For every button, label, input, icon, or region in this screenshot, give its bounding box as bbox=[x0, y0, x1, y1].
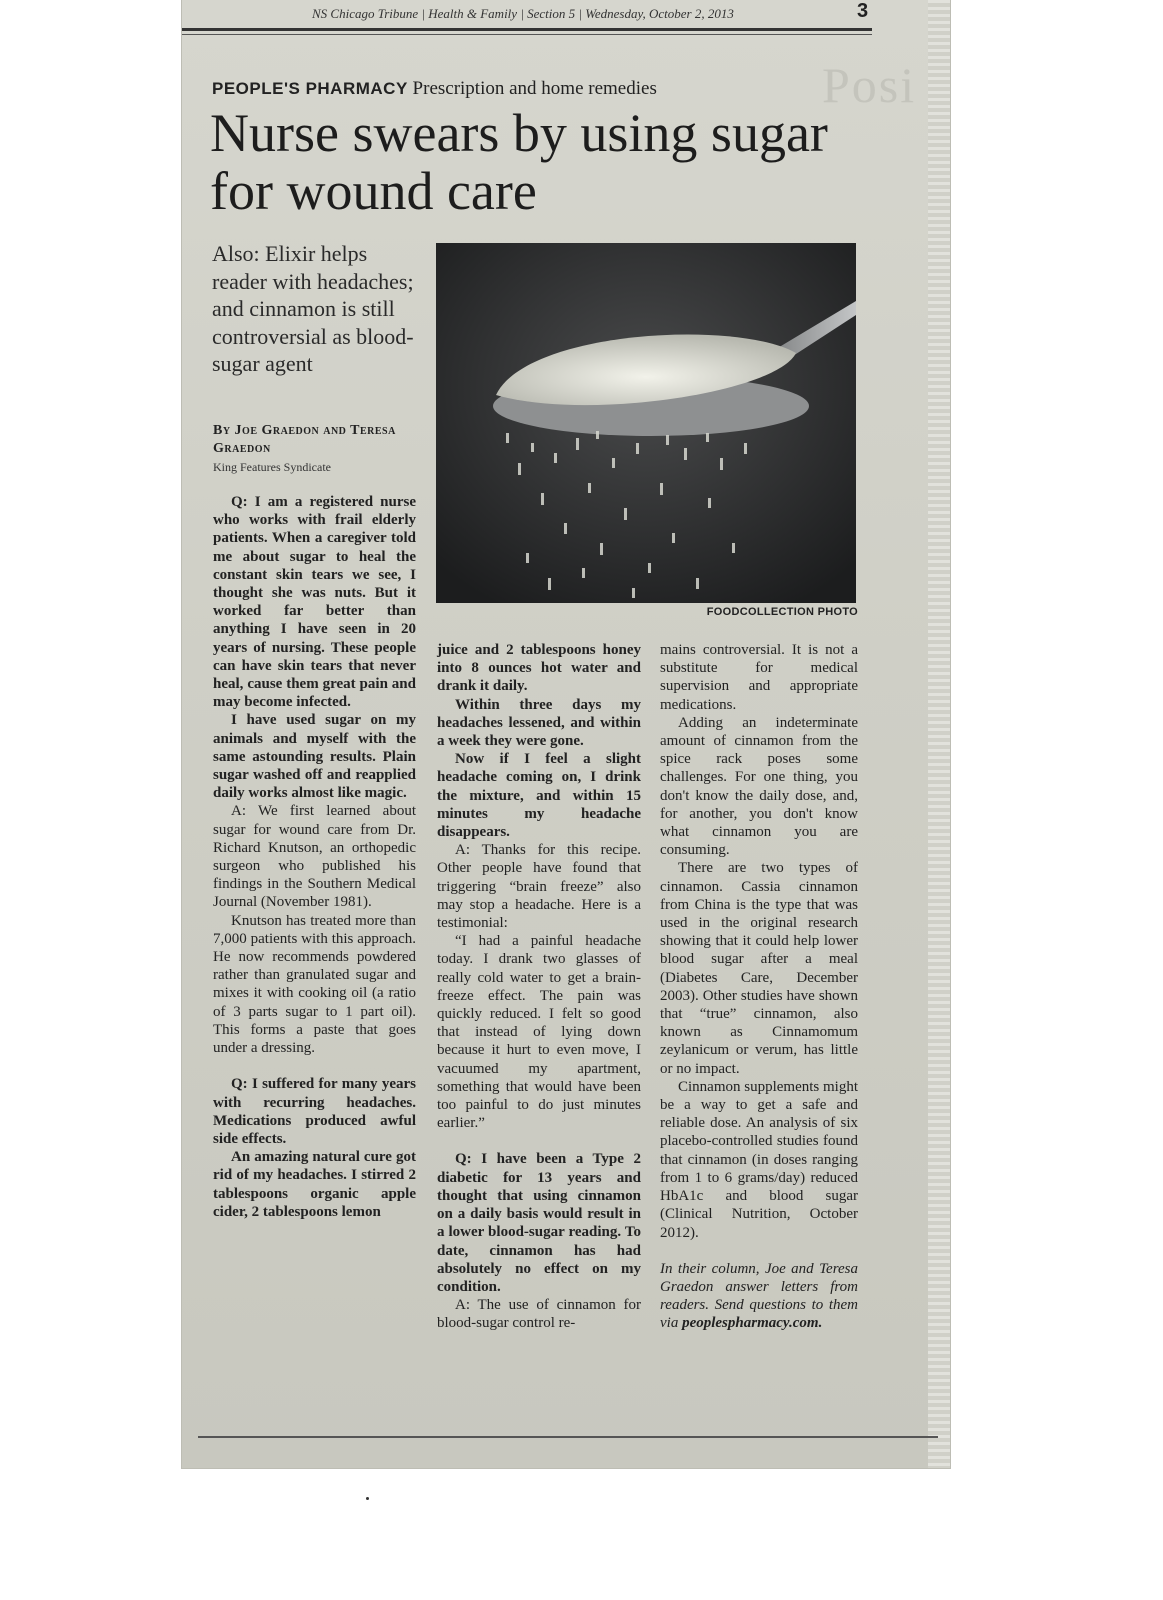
answer-3: A: The use of cinnamon for blood-sugar control re- bbox=[437, 1297, 641, 1332]
kicker-text: Prescription and home remedies bbox=[412, 78, 657, 99]
newspaper-clipping bbox=[182, 0, 950, 1468]
bottom-rule bbox=[198, 1436, 938, 1438]
answer-3-cont-4: Cinnamon supplements might be a way to get a safe and reliable dose. An analysis of six placebo-controlled studies found that cinnamon (in doses ranging from 1 to 6 grams/day) reduced HbA1c and blood sugar (Clinical Nutrition, October 2012). bbox=[660, 1078, 858, 1241]
tagline-text: In their column, Joe and Teresa Graedon answer letters from readers. Send questions to them via bbox=[660, 1260, 858, 1332]
kicker bbox=[212, 78, 852, 100]
folio-line: NS Chicago Tribune | Health & Family | Section 5 | Wednesday, October 2, 2013 bbox=[312, 6, 734, 21]
website-link[interactable]: peoplespharmacy.com. bbox=[682, 1315, 823, 1332]
page-number: 3 bbox=[857, 0, 869, 22]
answer-1: A: We first learned about sugar for wound care from Dr. Richard Knutson, an orthopedic surgeon who published his findings in the Southern Medical Journal (November 1981). bbox=[213, 803, 416, 911]
byline: By Joe Graedon and Teresa Graedon bbox=[213, 423, 396, 456]
answer-2-testimonial: “I had a painful headache today. I drank two glasses of really cold water to get a brain-freeze effect. The pain was quickly reduced. I felt so good that instead of lying down because it hurt to even move, I vacuumed my apartment, something that would have been too painful to do just minutes earlier.” bbox=[437, 933, 641, 1132]
tagline bbox=[660, 1260, 858, 1333]
answer-1-cont: Knutson has treated more than 7,000 patients with this approach. He now recommends powdered rather than granulated sugar and mixes it with cooking oil (a ratio of 3 parts sugar to 1 part oil). This forms a paste that goes under a dressing. bbox=[213, 912, 416, 1057]
question-2: Q: I suffered for many years with recurring headaches. Medications produced awful side effects. bbox=[213, 1076, 416, 1147]
question-2-cont-4: Now if I feel a slight headache coming on, I drink the mixture, and within 15 minutes my headache disappears. bbox=[437, 751, 641, 841]
question-1-cont: I have used sugar on my animals and myself with the same astounding results. Plain sugar washed off and reapplied daily works almost like magic. bbox=[213, 712, 416, 802]
headline: Nurse swears by using sugar for wound care bbox=[210, 103, 828, 221]
sugar-spoon-photo bbox=[436, 243, 856, 603]
syndicate: King Features Syndicate bbox=[213, 460, 331, 474]
answer-3-cont-3: There are two types of cinnamon. Cassia cinnamon from China is the type that was used in the original research showing that it could help lower blood sugar after a meal (Diabetes Care, December 2003). Other studies have shown that “true” cinnamon, also known as Cinnamomum zeylanicum or verum, has little or no impact. bbox=[660, 860, 858, 1077]
question-2-cont-3: Within three days my headaches lessened, and within a week they were gone. bbox=[437, 696, 641, 750]
column-1 bbox=[213, 493, 416, 1221]
scan-speck bbox=[366, 1497, 369, 1500]
question-2-cont-2: juice and 2 tablespoons honey into 8 ounces hot water and drank it daily. bbox=[437, 642, 641, 695]
column-2 bbox=[437, 641, 641, 1333]
deck: Also: Elixir helps reader with headaches; and cinnamon is still controversial as blood-sugar agent bbox=[212, 241, 414, 376]
answer-3-cont: mains controversial. It is not a substitute for medical supervision and appropriate medications. bbox=[660, 642, 858, 713]
kicker-brand: PEOPLE'S PHARMACY bbox=[212, 79, 408, 98]
top-rule bbox=[182, 28, 872, 31]
question-1: Q: I am a registered nurse who works with frail elderly patients. When a caregiver told me about sugar to heal the constant skin tears we see, I thought she was nuts. But it worked far better than anything I have seen in 20 years of nursing. These people can have skin tears that never heal, cause them great pain and may become infected. bbox=[213, 494, 416, 711]
answer-2: A: Thanks for this recipe. Other people have found that triggering “brain freeze” also may stop a headache. Here is a testimonial: bbox=[437, 842, 641, 932]
answer-3-cont-2: Adding an indeterminate amount of cinnamon from the spice rack poses some challenges. For one thing, you don't know the daily dose, and, for another, you don't know what cinnamon you are consuming. bbox=[660, 714, 858, 859]
photo-credit: FOODCOLLECTION PHOTO bbox=[706, 606, 858, 618]
question-3: Q: I have been a Type 2 diabetic for 13 years and thought that using cinnamon on a daily basis would result in a lower blood-sugar reading. To date, cinnamon has had absolutely no effect on my condition. bbox=[437, 1151, 641, 1295]
top-rule-thin bbox=[182, 34, 872, 35]
question-2-cont: An amazing natural cure got rid of my headaches. I stirred 2 tablespoons organic apple cider, 2 tablespoons lemon bbox=[213, 1149, 416, 1220]
sugar-spoon-illustration bbox=[436, 243, 856, 603]
bleed-through-text: Posi bbox=[822, 57, 917, 113]
torn-edge bbox=[928, 0, 950, 1468]
column-3 bbox=[660, 641, 858, 1333]
